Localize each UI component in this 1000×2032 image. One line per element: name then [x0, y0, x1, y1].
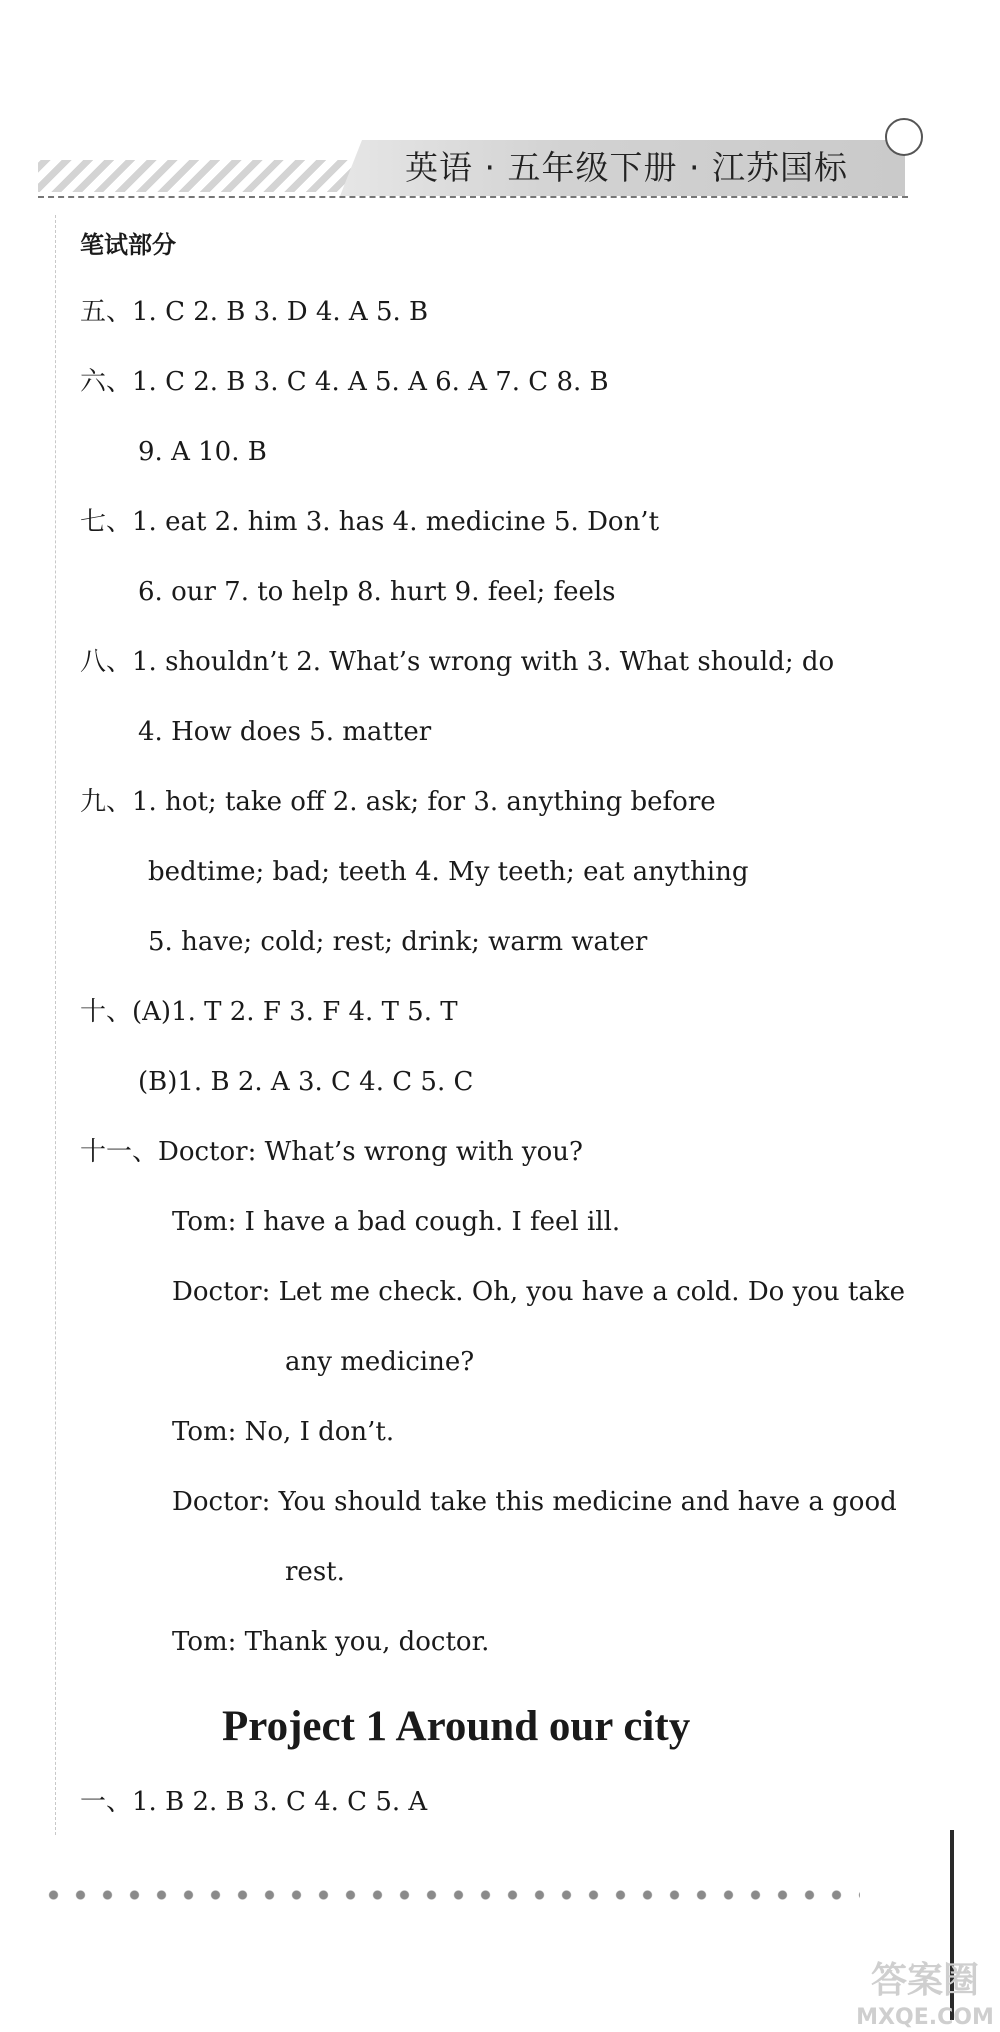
dialogue-line-2: Tom: I have a bad cough. I feel ill.: [172, 1207, 621, 1237]
answer-line-9: 九、1. hot; take off 2. ask; for 3. anything before: [80, 787, 716, 817]
answer-line-9-cont2: 5. have; cold; rest; drink; warm water: [148, 927, 648, 957]
header-circle-icon: [885, 118, 923, 156]
header-decoration-stripes: [38, 160, 358, 192]
answer-line-8-cont: 4. How does 5. matter: [138, 717, 432, 747]
answer-line-5: 五、1. C 2. B 3. D 4. A 5. B: [80, 297, 429, 327]
project-title: Project 1 Around our city: [222, 1703, 691, 1750]
dialogue-line-5: Doctor: You should take this medicine and have a good: [172, 1487, 897, 1517]
dialogue-line-6: Tom: Thank you, doctor.: [172, 1627, 490, 1657]
answer-line-6-cont: 9. A 10. B: [138, 437, 267, 467]
answer-line-7-cont: 6. our 7. to help 8. hurt 9. feel; feels: [138, 577, 616, 607]
watermark-logo: [850, 1950, 1000, 2032]
answer-line-8: 八、1. shouldn’t 2. What’s wrong with 3. What should; do: [80, 647, 835, 677]
dialogue-line-3-cont: any medicine?: [285, 1347, 475, 1377]
dialogue-line-5-cont: rest.: [285, 1557, 345, 1587]
watermark-text-en: MXQE.COM: [856, 2005, 994, 2030]
answer-line-7: 七、1. eat 2. him 3. has 4. medicine 5. Don’t: [80, 507, 660, 537]
section-title: 笔试部分: [80, 231, 176, 259]
dialogue-line-4: Tom: No, I don’t.: [172, 1417, 395, 1447]
footer-dot-border: [40, 1886, 860, 1904]
watermark-text-cn: 答案圈: [870, 1960, 980, 2001]
margin-guide-line: [55, 215, 56, 1835]
answer-line-10a: 十、(A)1. T 2. F 3. F 4. T 5. T: [80, 997, 458, 1027]
dialogue-line-1: 十一、Doctor: What’s wrong with you?: [80, 1137, 583, 1167]
header-title: 英语 · 五年级下册 · 江苏国标: [405, 148, 848, 187]
project-answer-line: 一、1. B 2. B 3. C 4. C 5. A: [80, 1787, 428, 1817]
answer-line-6: 六、1. C 2. B 3. C 4. A 5. A 6. A 7. C 8. B: [80, 367, 609, 397]
header-divider: [38, 196, 908, 198]
dialogue-line-3: Doctor: Let me check. Oh, you have a cold. Do you take: [172, 1277, 906, 1307]
answer-line-10b: (B)1. B 2. A 3. C 4. C 5. C: [138, 1067, 474, 1097]
answer-line-9-cont: bedtime; bad; teeth 4. My teeth; eat anything: [148, 857, 749, 887]
